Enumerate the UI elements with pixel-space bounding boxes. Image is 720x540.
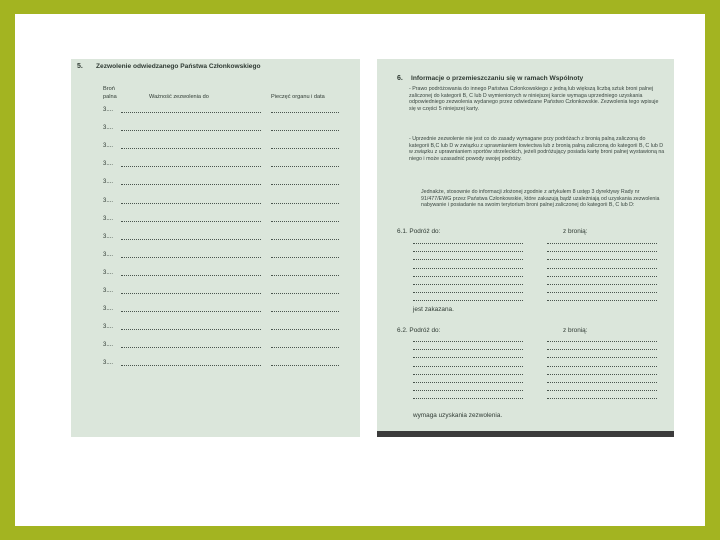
section-number: 6. [397, 75, 403, 82]
validity-field [121, 365, 261, 366]
validity-field [121, 293, 261, 294]
weapon-field [547, 284, 657, 285]
weapon-field [547, 251, 657, 252]
permit-page-section-6 [377, 59, 674, 437]
validity-field [121, 239, 261, 240]
stamp-field [271, 293, 339, 294]
weapon-field [547, 374, 657, 375]
destination-field [413, 390, 523, 391]
row-number: 3.... [103, 233, 114, 240]
permit-row [103, 216, 353, 224]
destination-field [413, 349, 523, 350]
validity-field [121, 184, 261, 185]
weapon-field [547, 300, 657, 301]
s61-right-label: z bronią: [563, 228, 588, 235]
validity-field [121, 130, 261, 131]
weapon-field [547, 349, 657, 350]
slide-canvas [15, 14, 705, 526]
validity-field [121, 203, 261, 204]
permit-page-section-5 [71, 59, 360, 437]
destination-field [413, 259, 523, 260]
permit-row [103, 161, 353, 169]
destination-field [413, 357, 523, 358]
stamp-field [271, 184, 339, 185]
destination-field [413, 374, 523, 375]
stamp-field [271, 221, 339, 222]
destination-field [413, 366, 523, 367]
validity-field [121, 221, 261, 222]
destination-field [413, 292, 523, 293]
validity-field [121, 166, 261, 167]
permit-row [103, 143, 353, 151]
weapon-field [547, 243, 657, 244]
stamp-field [271, 166, 339, 167]
destination-field [413, 268, 523, 269]
row-number: 3.... [103, 251, 114, 258]
s61-label: 6.1. Podróż do: [397, 228, 441, 235]
row-number: 3.... [103, 324, 114, 331]
weapon-field [547, 398, 657, 399]
stamp-field [271, 130, 339, 131]
permit-row [103, 198, 353, 206]
stamp-field [271, 203, 339, 204]
permit-row [103, 306, 353, 314]
stamp-field [271, 275, 339, 276]
validity-field [121, 148, 261, 149]
weapon-field [547, 341, 657, 342]
row-number: 3.... [103, 360, 114, 367]
section-title: Zezwolenie odwiedzanego Państwa Członkowskiego [96, 63, 261, 70]
stamp-field [271, 239, 339, 240]
weapon-field [547, 366, 657, 367]
destination-field [413, 276, 523, 277]
permit-row [103, 107, 353, 115]
row-number: 3.... [103, 342, 114, 349]
weapon-field [547, 357, 657, 358]
destination-field [413, 398, 523, 399]
row-number: 3.... [103, 306, 114, 313]
s62-right-label: z bronią: [563, 327, 588, 334]
destination-field [413, 243, 523, 244]
stamp-field [271, 365, 339, 366]
weapon-field [547, 268, 657, 269]
validity-field [121, 112, 261, 113]
col-validity-label: Ważność zezwolenia do [149, 94, 209, 100]
destination-field [413, 382, 523, 383]
section-title: Informacje o przemieszczaniu się w ramach Wspólnoty [411, 75, 584, 82]
permit-row [103, 270, 353, 278]
destination-field [413, 341, 523, 342]
row-number: 3.... [103, 215, 114, 222]
row-number: 3.... [103, 288, 114, 294]
validity-field [121, 311, 261, 312]
destination-field [413, 284, 523, 285]
col-stamp-label: Pieczęć organu i data [271, 94, 325, 100]
paragraph-member-states: Jednakże, stosownie do informacji złożonej zgodnie z artykułem 8 ustęp 3 dyrektywy Rady nr 91/477/EWG przez Państwa Członkowskie, które zakazują bądź uzależniają od uzyskania zezwolenia nabywanie i posiadanie na swoim terytorium broni palnej zaliczonej do kategorii B, C lub D: [421, 189, 660, 209]
permit-row [103, 288, 353, 296]
stamp-field [271, 148, 339, 149]
stamp-field [271, 257, 339, 258]
row-number: 3.... [103, 161, 114, 168]
validity-field [121, 347, 261, 348]
section-number: 5. [77, 63, 83, 70]
destination-field [413, 251, 523, 252]
row-number: 3.... [103, 269, 114, 276]
validity-field [121, 329, 261, 330]
row-number: 3.... [103, 197, 114, 204]
row-number: 3.... [103, 107, 114, 113]
scan-edge-strip [377, 431, 674, 437]
col-weapon-label-2: palna [103, 94, 117, 100]
weapon-field [547, 382, 657, 383]
permit-row [103, 252, 353, 260]
weapon-field [547, 276, 657, 277]
s62-footer: wymaga uzyskania zezwolenia. [413, 412, 503, 419]
s62-label: 6.2. Podróż do: [397, 327, 441, 334]
weapon-field [547, 390, 657, 391]
paragraph-permit-required: - Prawo podróżowania do innego Państwa Członkowskiego z jedną lub większą liczbą sztuk broni palnej zaliczonej do kategorii B, C lub D wymienionych w niniejszej karcie wymaga uprzedniego uzyskania odpowiedniego zezwolenia wydanego przez odwiedzane Państwo Członkowskie. Zezwolenia tego wpisuje się w części 5 niniejszej karty. [409, 86, 659, 112]
paragraph-permit-exemption: - Uprzednie zezwolenie nie jest co do zasady wymagane przy podróżach z bronią palną zaliczoną do kategorii B,C lub D w związku z uprawnianiem łowiectwa lub z bronią palną zaliczoną do kategorii B, C lub D w związku z uprawnianiem sportów strzeleckich, jeżeli podróżujący posiada kartę broni palnej wystawioną na niego i może uzasadnić powody swojej podróży. [409, 136, 665, 162]
permit-row [103, 360, 353, 368]
row-number: 3.... [103, 125, 114, 132]
weapon-field [547, 292, 657, 293]
weapon-field [547, 259, 657, 260]
destination-field [413, 300, 523, 301]
stamp-field [271, 311, 339, 312]
row-number: 3.... [103, 143, 114, 150]
permit-row [103, 234, 353, 242]
permit-row [103, 179, 353, 187]
validity-field [121, 257, 261, 258]
s61-footer: jest zakazana. [413, 306, 454, 313]
stamp-field [271, 112, 339, 113]
col-weapon-label-1: Broń [103, 86, 115, 92]
permit-row [103, 324, 353, 332]
stamp-field [271, 329, 339, 330]
stamp-field [271, 347, 339, 348]
permit-row [103, 125, 353, 133]
permit-row [103, 342, 353, 350]
validity-field [121, 275, 261, 276]
row-number: 3.... [103, 179, 114, 186]
